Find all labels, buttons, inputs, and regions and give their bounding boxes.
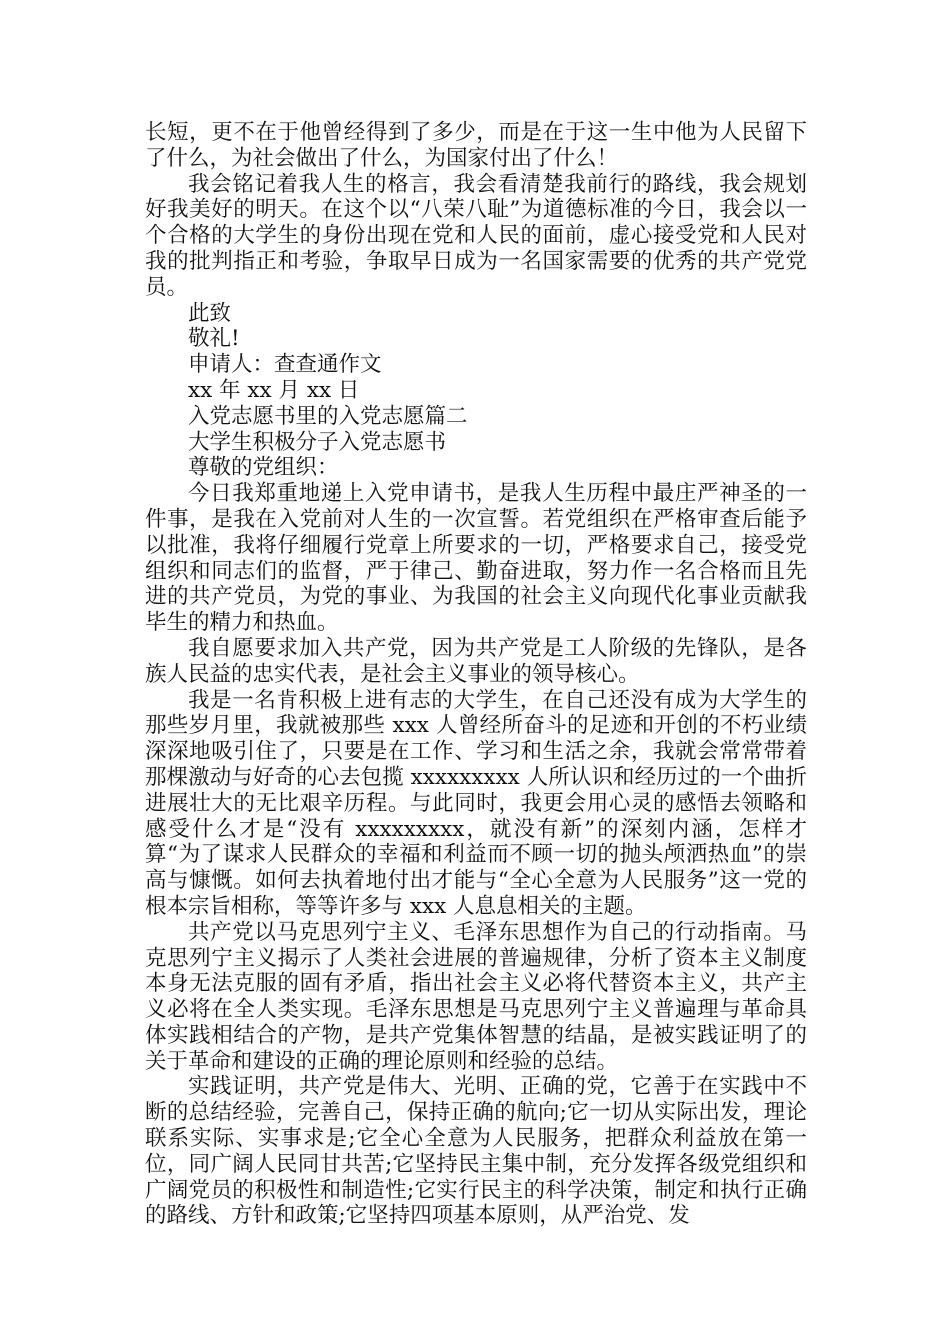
closing-salutation: 此致	[188, 300, 232, 326]
paragraph-motto: 我会铭记着我人生的格言，我会看清楚我前行的路线，我会规划好我美好的明天。在这个以“八荣八耻”为道德标准的今日，我会以一个合格的大学生的身份出现在党和人民的面前，虚心接受党和人民对我的批判指正和考验，争取早日成为一名国家需要的优秀的共产党党员。	[145, 171, 807, 300]
section-title: 入党志愿书里的入党志愿篇二	[188, 403, 468, 429]
closing-regards: 敬礼!	[188, 326, 240, 352]
paragraph-motivation: 我自愿要求加入共产党，因为共产党是工人阶级的先锋队，是各族人民益的忠实代表，是社会主义事业的领导核心。	[145, 635, 807, 687]
paragraph-background: 我是一名肯积极上进有志的大学生，在自己还没有成为大学生的那些岁月里，我就被那些 xxx 人曾经所奋斗的足迹和开创的不朽业绩深深地吸引住了，只要是在工作、学习和生活之余，我就会常常带着那棵激动与好奇的心去包揽 xxxxxxxxx 人所认识和经历过的一个曲折进展壮大的无比艰辛历程。与此同时，我更会用心灵的感悟去领略和感受什么才是“没有 xxxxxxxxx，就没有新”的深刻内涵，怎样才算“为了谋求人民群众的幸福和利益而不顾一切的抛头颅洒热血”的崇高与慷慨。如何去执着地付出才能与“全心全意为人民服务”这一党的根本宗旨相称，等等许多与 xxx 人息息相关的主题。	[145, 687, 807, 919]
paragraph-ideology: 共产党以马克思列宁主义、毛泽东思想作为自己的行动指南。马克思列宁主义揭示了人类社会进展的普遍规律，分析了资本主义制度本身无法克服的固有矛盾，指出社会主义必将代替资本主义，共产主义必将在全人类实现。毛泽东思想是马克思列宁主义普遍理与革命具体实践相结合的产物，是共产党集体智慧的结晶，是被实践证明了的关于革命和建设的正确的理论原则和经验的总结。	[145, 919, 807, 1074]
letter-greeting: 尊敬的党组织：	[188, 455, 339, 481]
document-page	[145, 120, 807, 1229]
letter-title: 大学生积极分子入党志愿书	[188, 429, 447, 455]
paragraph-practice: 实践证明，共产党是伟大、光明、正确的党，它善于在实践中不断的总结经验，完善自己，保持正确的航向;它一切从实际出发，理论联系实际、实事求是;它全心全意为人民服务，把群众利益放在第一位，同广阔人民同甘共苦;它坚持民主集中制，充分发挥各级党组织和广阔党员的积极性和制造性;它实行民主的科学决策，制定和执行正确的路线、方针和政策;它坚持四项基本原则，从严治党、发	[145, 1074, 807, 1229]
applicant-signature: 申请人：查查通作文	[188, 352, 382, 378]
paragraph-oath: 今日我郑重地递上入党申请书，是我人生历程中最庄严神圣的一件事，是我在入党前对人生的一次宣誓。若党组织在严格审查后能予以批准，我将仔细履行党章上所要求的一切，严格要求自己，接受党组织和同志们的监督，严于律己、勤奋进取，努力作一名合格而且先进的共产党员，为党的事业、为我国的社会主义向现代化事业贡献我毕生的精力和热血。	[145, 481, 807, 636]
date-line: xx 年 xx 月 xx 日	[188, 377, 360, 403]
paragraph-continuation: 长短，更不在于他曾经得到了多少，而是在于这一生中他为人民留下了什么，为社会做出了什么，为国家付出了什么！	[145, 120, 807, 171]
